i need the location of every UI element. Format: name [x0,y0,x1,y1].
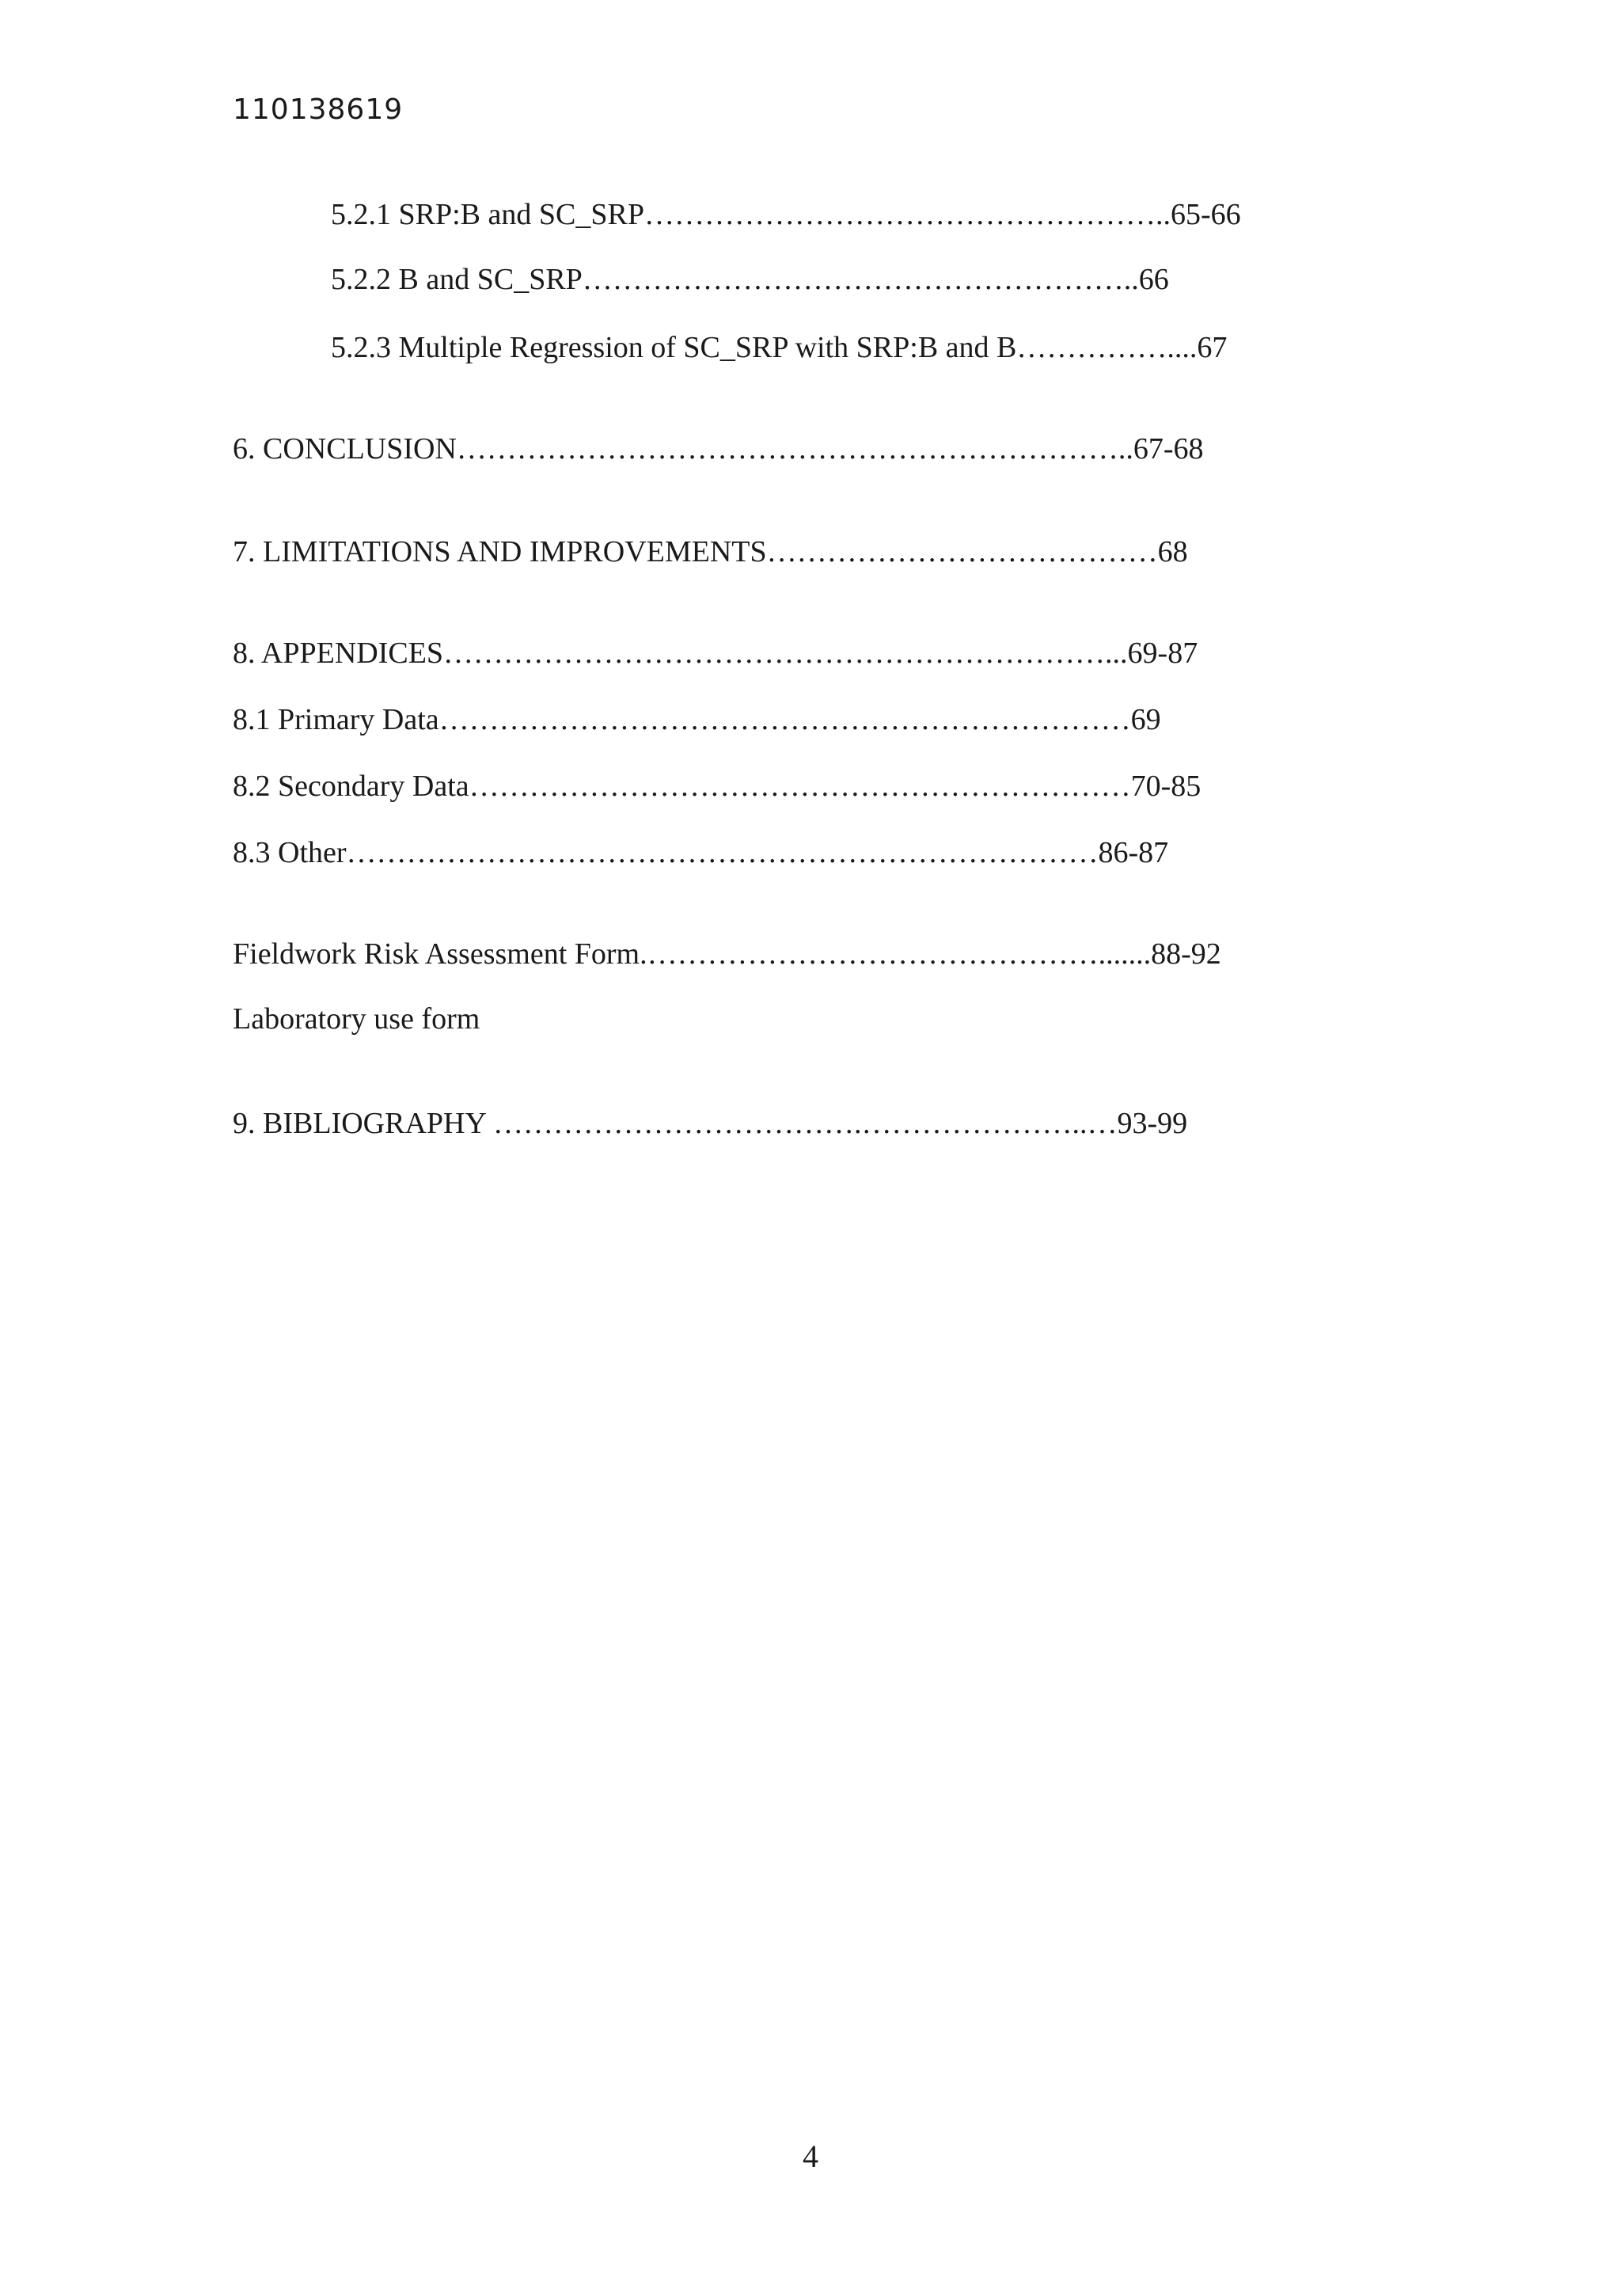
toc-entry-limitations: 7. LIMITATIONS AND IMPROVEMENTS…………………………………68 [233,535,1188,568]
toc-entry-secondary-data: 8.2 Secondary Data…………………………………………………………70-85 [233,770,1202,803]
toc-entry-risk-assessment: Fieldwork Risk Assessment Form.……………………………………….......88-92 [233,937,1221,971]
toc-entry-primary-data: 8.1 Primary Data……………………………………………………………69 [233,703,1161,736]
page-number: 4 [803,2138,818,2174]
toc-entry-5-2-2: 5.2.2 B and SC_SRP………………………………………………..66 [331,263,1169,296]
toc-entry-laboratory-form: Laboratory use form [233,1002,480,1036]
document-id: 110138619 [233,93,404,126]
toc-entry-other: 8.3 Other…………………………………………………………………86-87 [233,836,1169,869]
toc-entry-5-2-1: 5.2.1 SRP:B and SC_SRP……………………………………………..65-66 [331,198,1241,231]
toc-entry-5-2-3: 5.2.3 Multiple Regression of SC_SRP with SRP:B and B……………....67 [331,331,1228,364]
toc-entry-bibliography: 9. BIBLIOGRAPHY ……………………………….…………………..…93-99 [233,1107,1188,1140]
toc-entry-conclusion: 6. CONCLUSION…………………………………………………………..67-68 [233,432,1204,466]
toc-entry-appendices: 8. APPENDICES…………………………………………………………...69-87 [233,637,1198,670]
